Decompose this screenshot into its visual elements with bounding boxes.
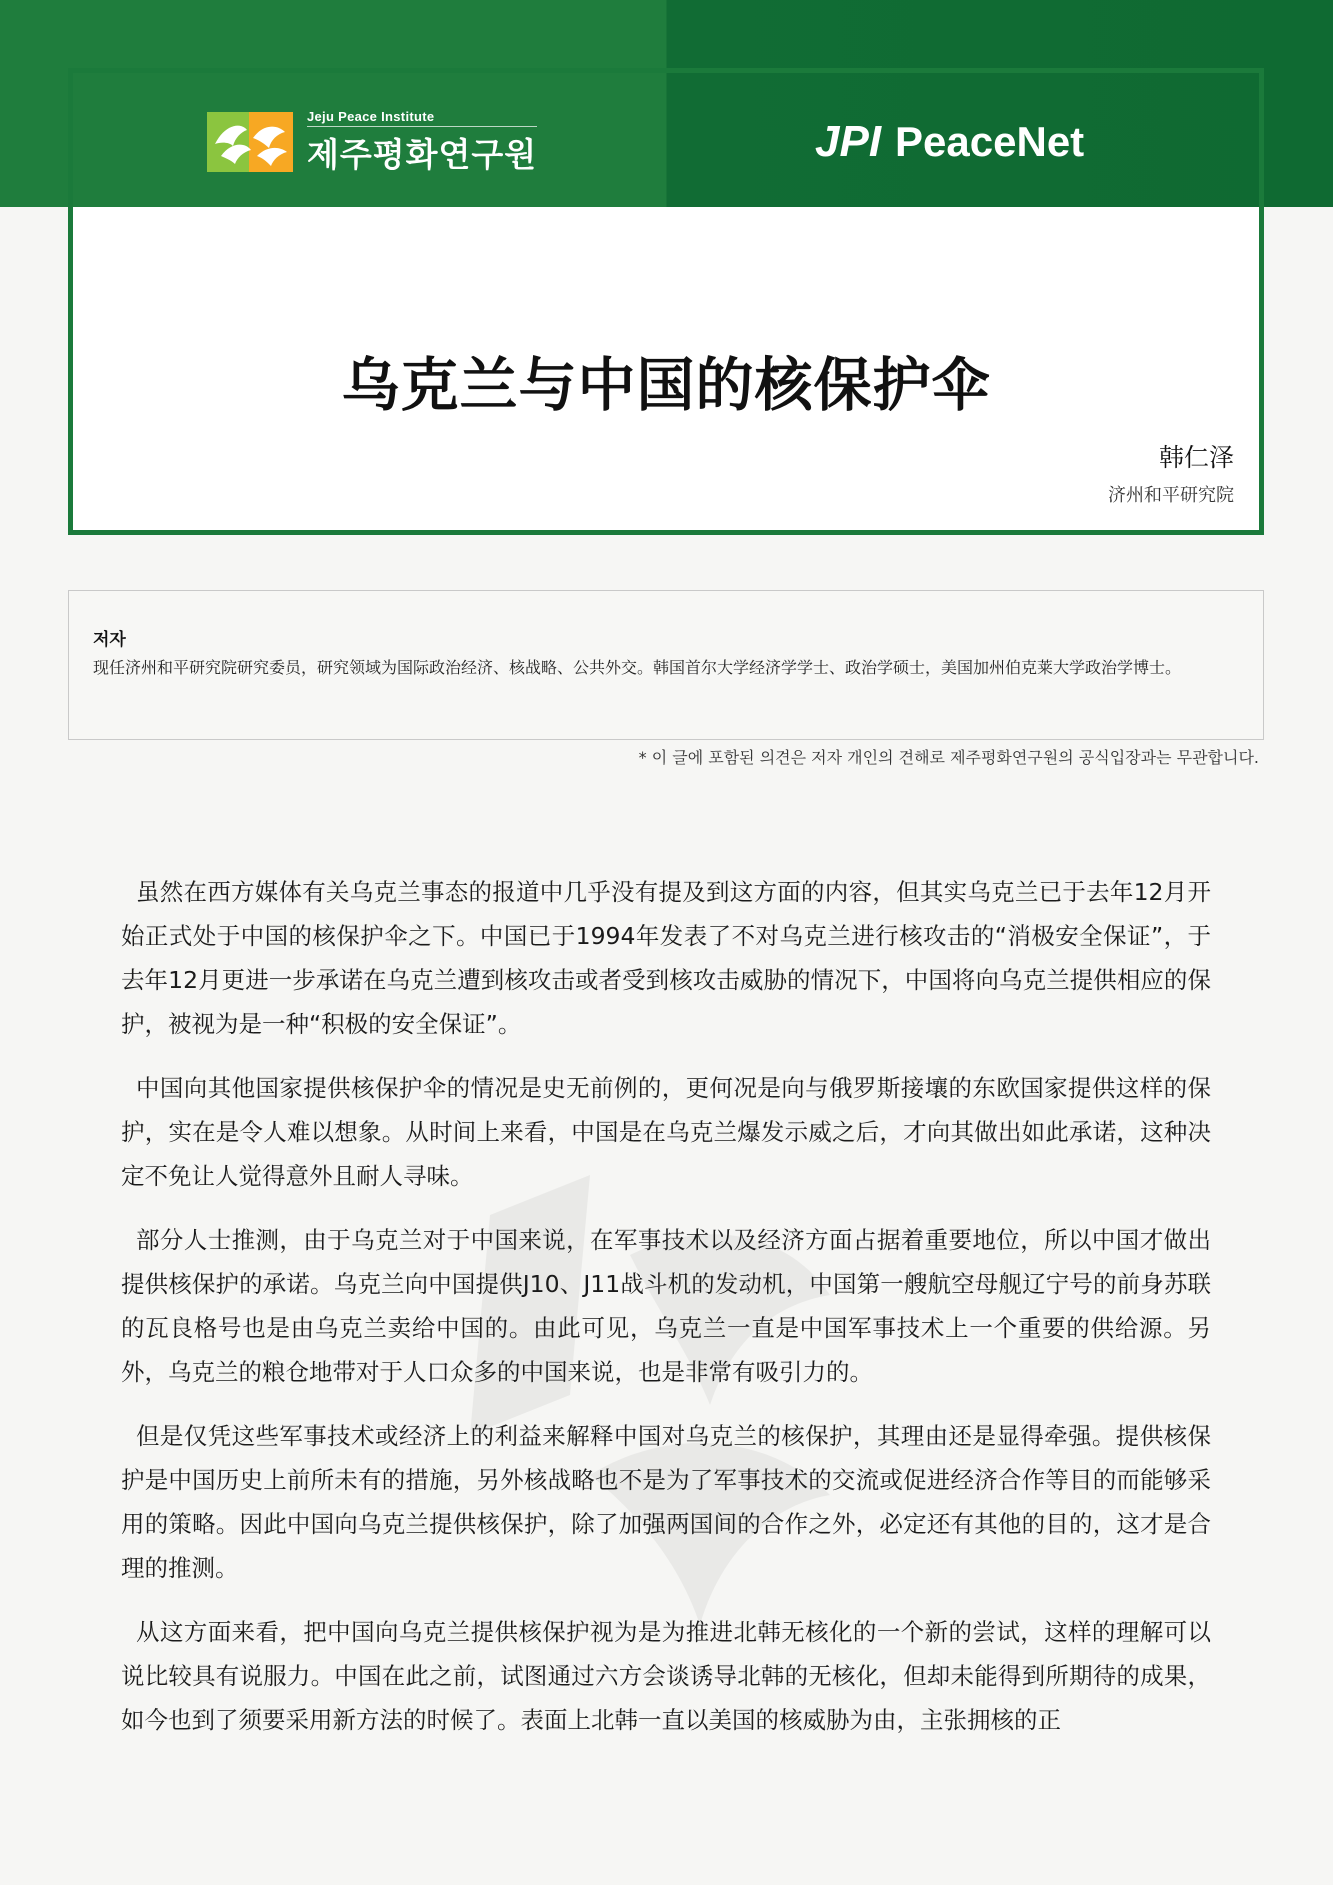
author-affiliation: 济州和平研究院 [1108, 485, 1234, 506]
body-paragraph: 部分人士推测，由于乌克兰对于中国来说，在军事技术以及经济方面占据着重要地位，所以中国才做出提供核保护的承诺。乌克兰向中国提供J10、J11战斗机的发动机，中国第一艘航空母舰辽宁号的前身苏联的瓦良格号也是由乌克兰卖给中国的。由此可见，乌克兰一直是中国军事技术上一个重要的供给源。另外，乌克兰的粮仓地带对于人口众多的中国来说，也是非常有吸引力的。 [121, 1226, 1211, 1386]
body-paragraph: 从这方面来看，把中国向乌克兰提供核保护视为是为推进北韩无核化的一个新的尝试，这样的理解可以说比较具有说服力。中国在此之前，试图通过六方会谈诱导北韩的无核化，但却未能得到所期待的成果，如今也到了须要采用新方法的时候了。表面上北韩一直以美国的核威胁为由，主张拥核的正 [121, 1618, 1211, 1734]
brand-prefix: JPI [815, 117, 882, 166]
institute-name-en: Jeju Peace Institute [307, 109, 537, 127]
article-title: 乌克兰与中国的核保护伞 [341, 351, 991, 419]
author-name: 韩仁泽 [1158, 443, 1234, 472]
institute-name-ko: 제주평화연구원 [307, 134, 538, 174]
dove-logo-icon [207, 112, 293, 172]
peacenet-logo[interactable] [815, 117, 1084, 167]
jeju-peace-institute-logo[interactable] [207, 110, 537, 174]
article-body [121, 870, 1211, 1762]
body-paragraph: 中国向其他国家提供核保护伞的情况是史无前例的，更何况是向与俄罗斯接壤的东欧国家提供这样的保护，实在是令人难以想象。从时间上来看，中国是在乌克兰爆发示威之后，才向其做出如此承诺，这种决定不免让人觉得意外且耐人寻味。 [121, 1074, 1211, 1190]
body-paragraph: 但是仅凭这些军事技术或经济上的利益来解释中国对乌克兰的核保护，其理由还是显得牵强。提供核保护是中国历史上前所未有的措施，另外核战略也不是为了军事技术的交流或促进经济合作等目的而能够采用的策略。因此中国向乌克兰提供核保护，除了加强两国间的合作之外，必定还有其他的目的，这才是合理的推测。 [121, 1422, 1211, 1582]
bio-heading: 저자 [93, 630, 126, 650]
brand-name: PeaceNet [895, 118, 1085, 165]
author-bio-box [68, 590, 1264, 740]
body-paragraph: 虽然在西方媒体有关乌克兰事态的报道中几乎没有提及到这方面的内容，但其实乌克兰已于去年12月开始正式处于中国的核保护伞之下。中国已于1994年发表了不对乌克兰进行核攻击的“消极安全保证”，于去年12月更进一步承诺在乌克兰遭到核攻击或者受到核攻击威胁的情况下，中国将向乌克兰提供相应的保护，被视为是一种“积极的安全保证”。 [121, 878, 1211, 1038]
disclaimer-note: * 이 글에 포함된 의견은 저자 개인의 견해로 제주평화연구원의 공식입장과는 무관합니다. [638, 748, 1259, 767]
bio-text: 现任济州和平研究院研究委员，研究领域为国际政治经济、核战略、公共外交。韩国首尔大学经济学学士、政治学硕士，美国加州伯克莱大学政治学博士。 [93, 658, 1182, 677]
